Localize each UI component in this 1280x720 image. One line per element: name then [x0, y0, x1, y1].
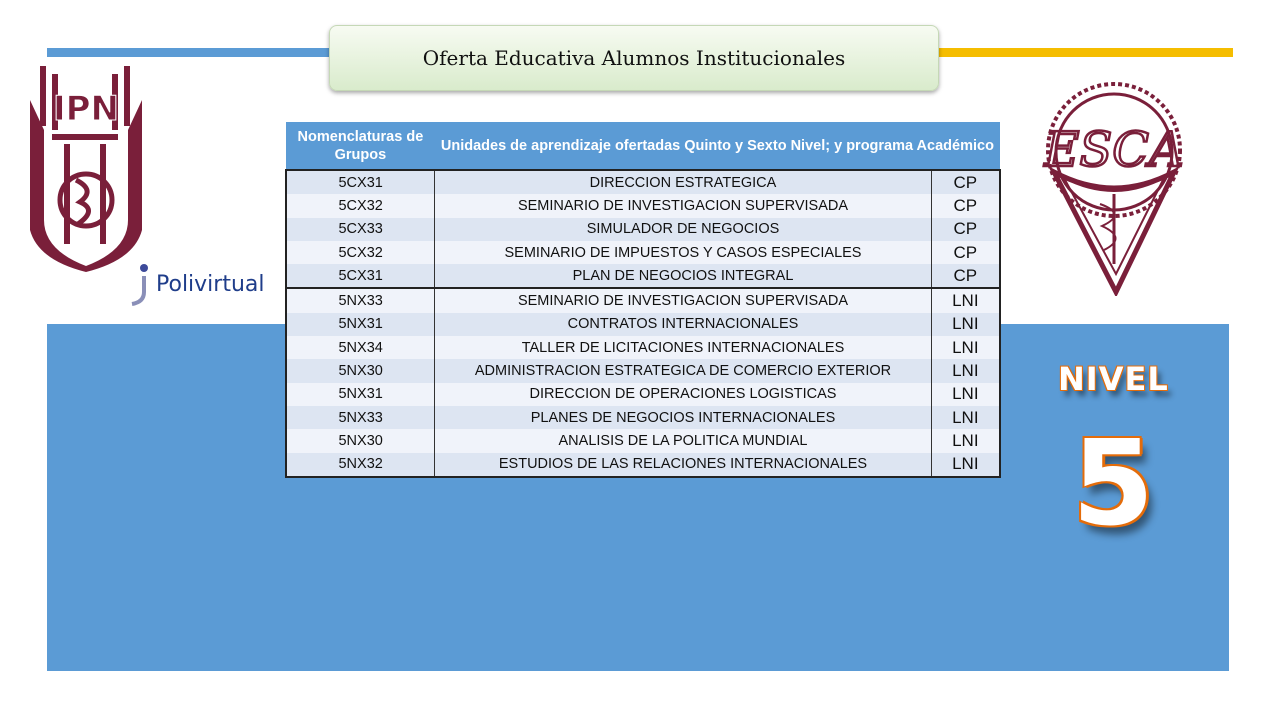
- ipn-logo-text: IPN: [52, 89, 120, 129]
- program-cell: LNI: [931, 313, 1000, 336]
- program-cell: LNI: [931, 288, 1000, 312]
- program-cell: LNI: [931, 336, 1000, 359]
- table-row: [286, 359, 1000, 382]
- program-cell: CP: [931, 218, 1000, 241]
- esca-logo-text: ESCA: [1044, 122, 1184, 178]
- course-cell: SEMINARIO DE IMPUESTOS Y CASOS ESPECIALES: [435, 241, 931, 264]
- program-cell: LNI: [931, 359, 1000, 382]
- group-code-cell: 5NX31: [286, 383, 435, 406]
- group-code-cell: 5CX31: [286, 264, 435, 288]
- course-cell: ANALISIS DE LA POLITICA MUNDIAL: [435, 429, 931, 452]
- program-cell: CP: [931, 170, 1000, 194]
- table-row: [286, 264, 1000, 288]
- esca-logo: [1030, 74, 1200, 301]
- table-row: [286, 194, 1000, 217]
- course-cell: SEMINARIO DE INVESTIGACION SUPERVISADA: [435, 288, 931, 312]
- course-cell: CONTRATOS INTERNACIONALES: [435, 313, 931, 336]
- program-cell: LNI: [931, 383, 1000, 406]
- table-row: [286, 406, 1000, 429]
- group-code-cell: 5CX32: [286, 194, 435, 217]
- table-row: [286, 313, 1000, 336]
- polivirtual-logo: [128, 262, 265, 306]
- group-code-cell: 5CX31: [286, 170, 435, 194]
- course-cell: TALLER DE LICITACIONES INTERNACIONALES: [435, 336, 931, 359]
- course-cell: SIMULADOR DE NEGOCIOS: [435, 218, 931, 241]
- course-cell: PLAN DE NEGOCIOS INTEGRAL: [435, 264, 931, 288]
- header-stripe-blue: [47, 48, 337, 57]
- page-title: Oferta Educativa Alumnos Institucionales: [329, 25, 939, 91]
- course-cell: ADMINISTRACION ESTRATEGICA DE COMERCIO EXTERIOR: [435, 359, 931, 382]
- header-group-codes: Nomenclaturas de Grupos: [286, 122, 435, 170]
- polivirtual-mark-icon: [128, 262, 152, 306]
- program-cell: LNI: [931, 429, 1000, 452]
- level-label: NIVEL: [1058, 360, 1169, 398]
- table-header-row: [286, 122, 1000, 170]
- group-code-cell: 5NX30: [286, 359, 435, 382]
- group-code-cell: 5NX32: [286, 453, 435, 477]
- program-cell: LNI: [931, 406, 1000, 429]
- table-row: [286, 288, 1000, 312]
- table-row: [286, 170, 1000, 194]
- level-number: 5: [1072, 414, 1155, 552]
- program-cell: CP: [931, 241, 1000, 264]
- group-code-cell: 5NX33: [286, 406, 435, 429]
- course-cell: SEMINARIO DE INVESTIGACION SUPERVISADA: [435, 194, 931, 217]
- course-cell: DIRECCION ESTRATEGICA: [435, 170, 931, 194]
- table-row: [286, 241, 1000, 264]
- course-cell: ESTUDIOS DE LAS RELACIONES INTERNACIONALES: [435, 453, 931, 477]
- table-row: [286, 218, 1000, 241]
- polivirtual-logo-text: Polivirtual: [156, 271, 265, 297]
- group-code-cell: 5NX33: [286, 288, 435, 312]
- group-code-cell: 5NX31: [286, 313, 435, 336]
- course-offer-table: [285, 122, 1001, 478]
- table-row: [286, 453, 1000, 477]
- course-cell: PLANES DE NEGOCIOS INTERNACIONALES: [435, 406, 931, 429]
- table-row: [286, 383, 1000, 406]
- group-code-cell: 5CX32: [286, 241, 435, 264]
- header-courses: Unidades de aprendizaje ofertadas Quinto y Sexto Nivel; y programa Académico: [435, 122, 1000, 170]
- program-cell: LNI: [931, 453, 1000, 477]
- group-code-cell: 5NX30: [286, 429, 435, 452]
- group-code-cell: 5CX33: [286, 218, 435, 241]
- table-row: [286, 336, 1000, 359]
- ipn-logo: [24, 60, 150, 277]
- program-cell: CP: [931, 194, 1000, 217]
- group-code-cell: 5NX34: [286, 336, 435, 359]
- header-stripe-yellow: [930, 48, 1233, 57]
- table-row: [286, 429, 1000, 452]
- program-cell: CP: [931, 264, 1000, 288]
- course-cell: DIRECCION DE OPERACIONES LOGISTICAS: [435, 383, 931, 406]
